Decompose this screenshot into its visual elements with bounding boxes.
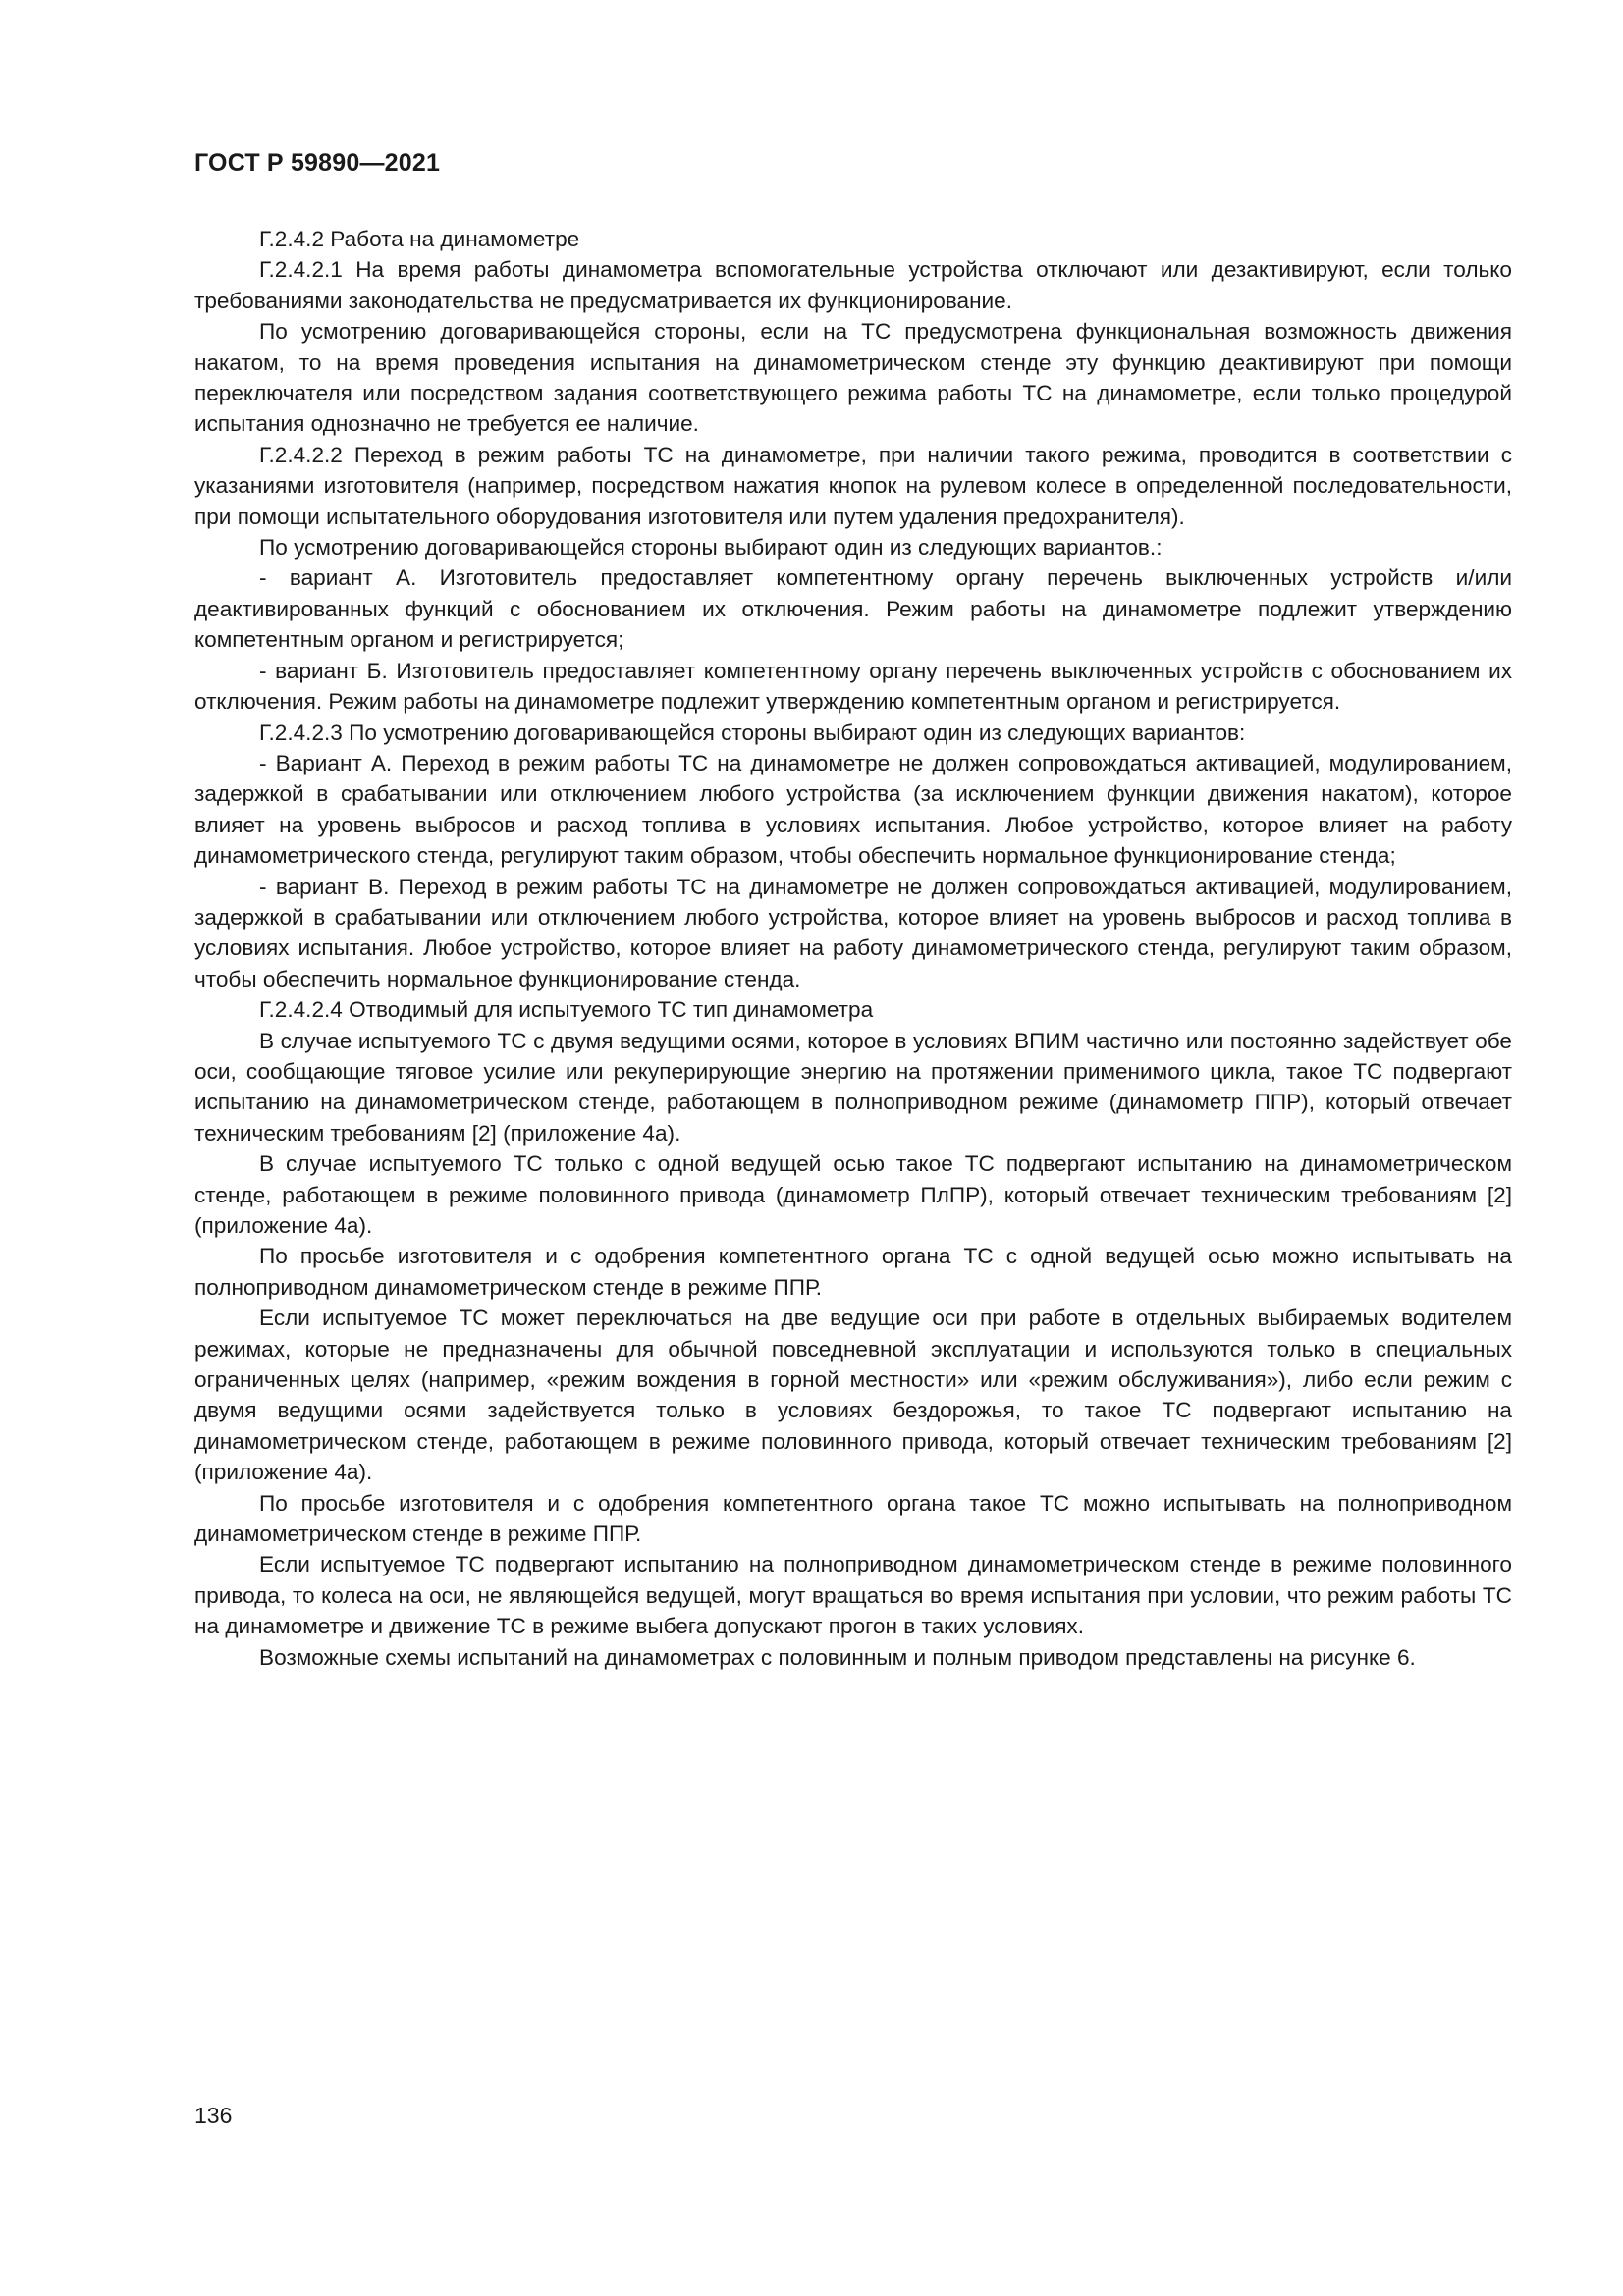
paragraph: Г.2.4.2.3 По усмотрению договаривающейся стороны выбирают один из следующих вариантов:: [259, 720, 1246, 745]
paragraph: В случае испытуемого ТС с двумя ведущими осями, которое в условиях ВПИМ частично или постоянно задействует обе оси, сообщающие тяговое усилие или рекуперирующие энергию на протяжении применимого цикла, такое ТС подвергают испытанию на динамометрическом стенде, работающем в полноприводном режиме (динамометр ППР), который отвечает техническим требованиям [2] (приложение 4а).: [194, 1028, 1512, 1146]
list-item-variant-a: - Вариант А. Переход в режим работы ТС на динамометре не должен сопровождаться активацией, модулированием, задержкой в срабатывании или отключением любого устройства (за исключением функции движения накатом), которое влияет на уровень выбросов и расход топлива в условиях испытания. Любое устройство, которое влияет на работу динамометрического стенда, регулируют таким образом, чтобы обеспечить нормальное функционирование стенда;: [194, 750, 1512, 869]
paragraph: Г.2.4.2.2 Переход в режим работы ТС на динамометре, при наличии такого режима, проводится в соответствии с указаниями изготовителя (например, посредством нажатия кнопок на рулевом колесе в определенной последовательности, при помощи испытательного оборудования изготовителя или путем удаления предохранителя).: [194, 442, 1512, 529]
document-body: [194, 224, 1512, 1673]
paragraph: В случае испытуемого ТС только с одной ведущей осью такое ТС подвергают испытанию на динамометрическом стенде, работающем в режиме половинного привода (динамометр ПлПР), который отвечает техническим требованиям [2] (приложение 4а).: [194, 1151, 1512, 1238]
paragraph: По просьбе изготовителя и с одобрения компетентного органа такое ТС можно испытывать на полноприводном динамометрическом стенде в режиме ППР.: [194, 1490, 1512, 1547]
paragraph: Если испытуемое ТС может переключаться на две ведущие оси при работе в отдельных выбираемых водителем режимах, которые не предназначены для обычной повседневной эксплуатации и используются только в специальных ограниченных целях (например, «режим вождения в горной местности» или «режим обслуживания»), либо если режим с двумя ведущими осями задействуется только в условиях бездорожья, то такое ТС подвергают испытанию на динамометрическом стенде, работающем в режиме половинного привода, который отвечает техническим требованиям [2] (приложение 4а).: [194, 1306, 1512, 1485]
section-heading-g2-4-2-4: Г.2.4.2.4 Отводимый для испытуемого ТС тип динамометра: [259, 997, 874, 1023]
paragraph: По усмотрению договаривающейся стороны выбирают один из следующих вариантов.:: [259, 535, 1163, 561]
paragraph: По просьбе изготовителя и с одобрения компетентного органа ТС с одной ведущей осью можно испытывать на полноприводном динамометрическом стенде в режиме ППР.: [194, 1244, 1512, 1300]
page-number: 136: [194, 2103, 233, 2128]
paragraph: Г.2.4.2.1 На время работы динамометра вспомогательные устройства отключают или дезактивируют, если только требованиями законодательства не предусматривается их функционирование.: [194, 257, 1512, 313]
paragraph: Если испытуемое ТС подвергают испытанию на полноприводном динамометрическом стенде в режиме половинного привода, то колеса на оси, не являющейся ведущей, могут вращаться во время испытания при условии, что режим работы ТС на динамометре и движение ТС в режиме выбега допускают прогон в таких условиях.: [194, 1552, 1512, 1639]
list-item-variant-b: - вариант Б. Изготовитель предоставляет компетентному органу перечень выключенных устройств с обоснованием их отключения. Режим работы на динамометре подлежит утверждению компетентным органом и регистрируется.: [194, 658, 1512, 715]
paragraph: По усмотрению договаривающейся стороны, если на ТС предусмотрена функциональная возможность движения накатом, то на время проведения испытания на динамометрическом стенде эту функцию деактивируют при помощи переключателя или посредством задания соответствующего режима работы ТС на динамометре, если только процедурой испытания однозначно не требуется ее наличие.: [194, 319, 1512, 437]
list-item-variant-v: - вариант В. Переход в режим работы ТС на динамометре не должен сопровождаться активацией, модулированием, задержкой в срабатывании или отключением любого устройства, которое влияет на уровень выбросов и расход топлива в условиях испытания. Любое устройство, которое влияет на работу динамометрического стенда, регулируют таким образом, чтобы обеспечить нормальное функционирование стенда.: [194, 874, 1512, 991]
paragraph: Возможные схемы испытаний на динамометрах с половинным и полным приводом представлены на рисунке 6.: [259, 1644, 1416, 1670]
section-heading-g2-4-2: Г.2.4.2 Работа на динамометре: [259, 227, 580, 251]
document-header: ГОСТ Р 59890—2021: [194, 149, 441, 177]
list-item-variant-a: - вариант А. Изготовитель предоставляет компетентному органу перечень выключенных устройств и/или деактивированных функций с обоснованием их отключения. Режим работы на динамометре подлежит утверждению компетентным органом и регистрируется;: [194, 565, 1512, 653]
